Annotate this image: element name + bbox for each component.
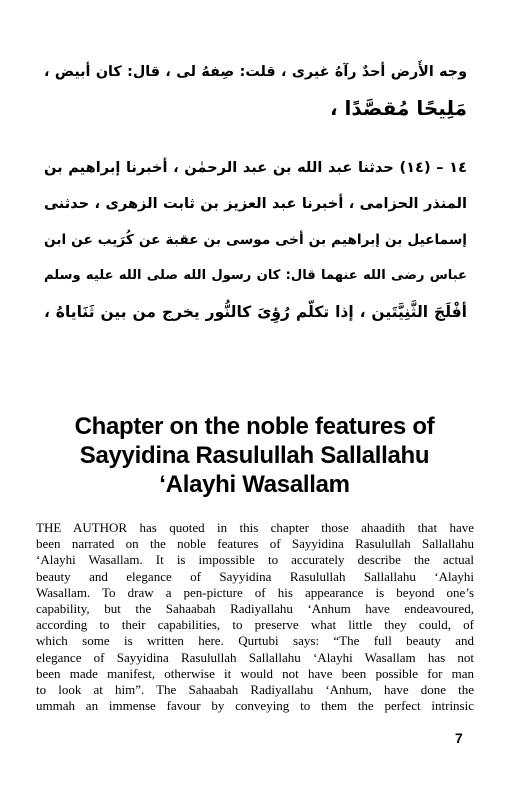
chapter-heading-line: Sayyidina Rasulullah Sallallahu: [79, 442, 430, 469]
arabic-line: ١٤ – (١٤) حدثنا عبد الله بن عبد الرحمٰن ، أخبرنا إبراهيم بن: [44, 159, 467, 176]
arabic-hadith-14: [44, 150, 467, 330]
arabic-line: عباس رضى الله عنهما قال: كان رسول الله صلى الله عليه وسلم: [44, 268, 467, 283]
body-line: according to their capabilities, to preserve what little they could, of: [36, 617, 474, 633]
body-line: been made manifest, otherwise it would not have been possible for man: [36, 665, 474, 681]
body-line: Wasallam. To draw a pen-picture of his appearance is beyond one’s: [36, 584, 474, 600]
body-line: beauty and elegance of Sayyidina Rasulullah Sallallahu ‘Alayhi: [36, 568, 474, 584]
body-line: THE AUTHOR has quoted in this chapter those ahaadith that have: [36, 520, 474, 535]
body-paragraph: [36, 520, 474, 714]
chapter-heading-line: Chapter on the noble features of: [74, 413, 435, 440]
arabic-line: مَلِيحًا مُقصَّدًا ،: [329, 96, 467, 120]
page-number: 7: [455, 730, 463, 746]
chapter-heading-line: ‘Alayhi Wasallam: [159, 471, 350, 498]
body-line: capability, but the Sahaabah Radiyallahu ‘Anhum have endeavoured,: [36, 601, 474, 617]
body-line: been narrated on the noble features of Sayyidina Rasulullah Sallallahu: [36, 536, 474, 552]
body-line: elegance of Sayyidina Rasulullah Sallallahu ‘Alayhi Wasallam has not: [36, 649, 474, 665]
arabic-line: أفْلَجَ الثَّنِيَّتَين ، إذا تكلّم رُؤِىَ كالنُّور يخرج من بين ثَنَاياهُ ،: [44, 303, 467, 321]
body-line: to look at him”. The Sahaabah Radiyallahu ‘Anhum, have done the: [36, 682, 474, 698]
arabic-line: إسماعيل بن إبراهيم بن أخى موسى بن عقبة عن كُرَيب عن ابن: [44, 232, 467, 248]
chapter-heading: [30, 412, 479, 499]
body-line: which some is written here. Qurtubi says: “The full beauty and: [36, 633, 474, 649]
arabic-passage-continued: [44, 54, 467, 126]
arabic-line: المنذر الحزامى ، أخبرنا عبد العزيز بن ثابت الزهرى ، حدثنى: [44, 195, 467, 212]
body-line: ‘Alayhi Wasallam. It is impossible to accurately describe the actual: [36, 552, 474, 568]
arabic-line: وجه الأَرض أحدٌ رآهُ غيرى ، قلت: صِفهُ لى ، قال: كان أبيض ،: [44, 64, 467, 80]
body-line: ummah an immense favour by conveying to them the perfect intrinsic: [36, 698, 474, 714]
